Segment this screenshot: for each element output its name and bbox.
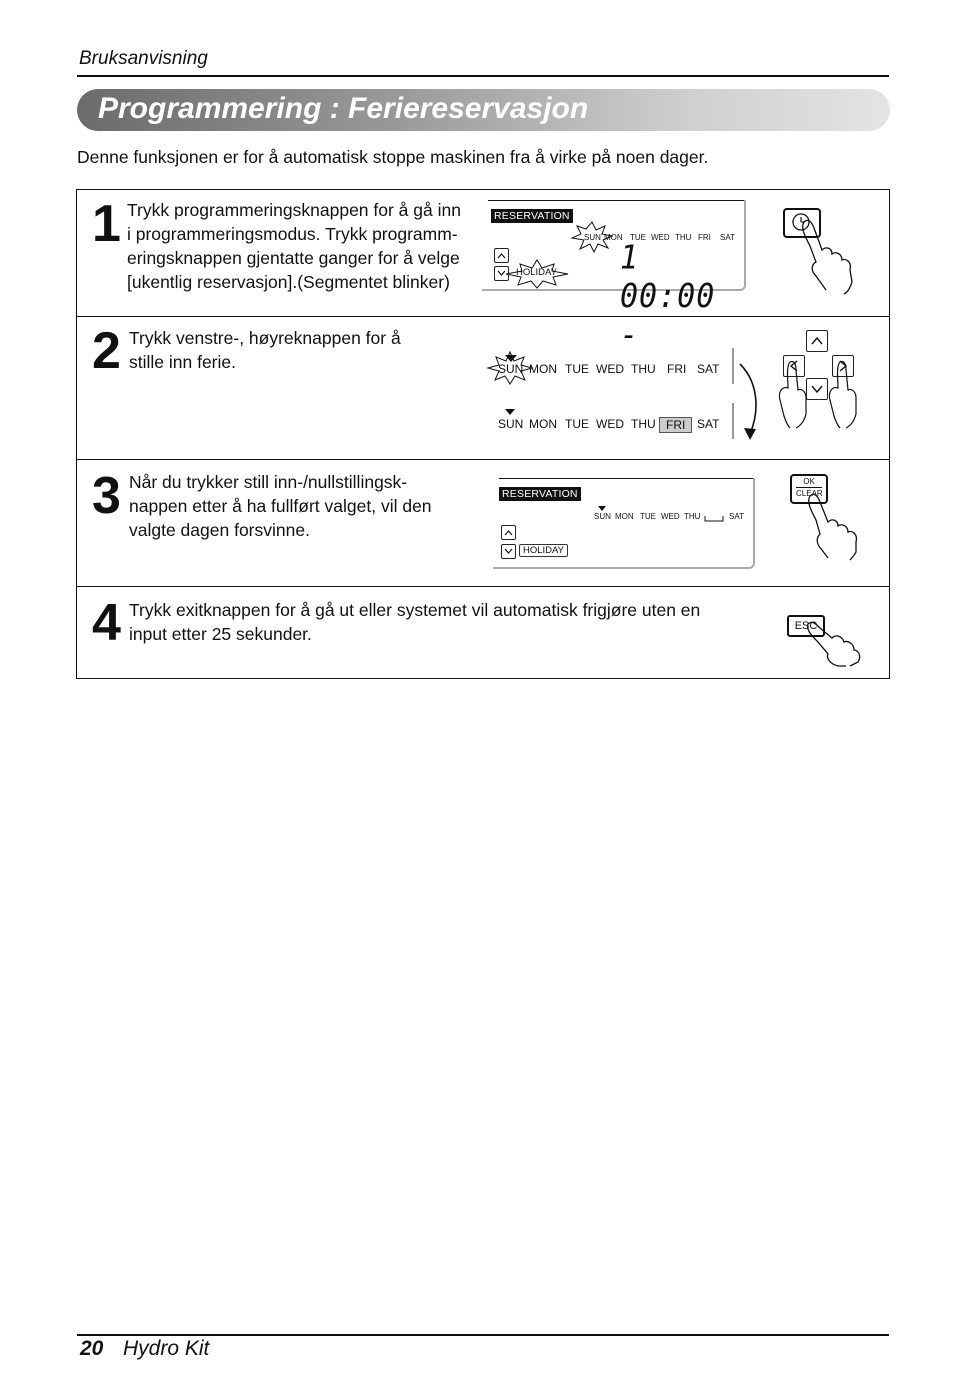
day-label: TUE	[640, 512, 656, 521]
lcd-edge	[732, 348, 734, 384]
step-number: 2	[92, 322, 121, 380]
day-label: MON	[615, 512, 634, 521]
day-label: WED	[596, 417, 624, 431]
chevron-up-icon	[807, 331, 827, 351]
blank-day-segment	[704, 514, 724, 522]
day-label: TUE	[565, 362, 589, 376]
reservation-badge: RESERVATION	[491, 209, 573, 223]
day-label: THU	[675, 233, 692, 242]
day-label: WED	[661, 512, 680, 521]
step-4-text	[129, 598, 700, 646]
selected-day: FRI	[659, 417, 692, 433]
day-row-after	[494, 417, 724, 433]
day-label: THU	[631, 362, 656, 376]
running-header: Bruksanvisning	[79, 48, 208, 69]
day-label: SUN	[594, 512, 611, 521]
pointing-hand-icon	[800, 216, 860, 296]
step-line: input etter 25 sekunder.	[129, 624, 312, 644]
lcd-display-step3	[493, 478, 755, 569]
left-hand-icon	[776, 360, 816, 430]
row-divider	[77, 586, 890, 587]
day-label: SAT	[720, 233, 735, 242]
page-number: 20	[80, 1337, 104, 1360]
day-label: FRI	[698, 233, 711, 242]
right-hand-icon	[826, 360, 866, 430]
step-number: 1	[92, 195, 121, 253]
esc-label: ESC	[794, 620, 818, 632]
day-row-step3	[593, 512, 753, 524]
lcd-time-readout: 1 00:00 -	[620, 238, 716, 355]
day-label: SUN	[584, 233, 601, 242]
intro-text: Denne funksjonen er for å automatisk stoppe maskinen fra å virke på noen dager.	[77, 147, 709, 167]
up-arrow-icon	[501, 525, 516, 540]
step-2-text	[129, 326, 401, 374]
step-3-text	[129, 470, 432, 542]
step-line: Når du trykker still inn-/nullstillingsk-	[129, 472, 408, 492]
day-label: THU	[684, 512, 701, 521]
day-label: SAT	[697, 417, 720, 431]
footer-title: Hydro Kit	[123, 1337, 210, 1360]
day-label: WED	[651, 233, 670, 242]
day-label: SAT	[729, 512, 744, 521]
day-label: TUE	[565, 417, 589, 431]
lcd-edge	[732, 403, 734, 439]
day-label: SUN	[498, 417, 524, 431]
step-number: 4	[92, 594, 121, 652]
step-number: 3	[92, 467, 121, 525]
step-line: eringsknappen gjentatte ganger for å velge	[127, 248, 460, 268]
up-button[interactable]	[806, 330, 828, 352]
day-label: MON	[604, 233, 623, 242]
day-label: THU	[631, 417, 656, 431]
lcd-display-step1	[482, 200, 746, 355]
header-rule	[77, 75, 889, 77]
step-line: [ukentlig reservasjon].(Segmentet blinker)	[127, 272, 450, 292]
holiday-label: HOLIDAY	[519, 544, 568, 557]
pointing-hand-icon	[806, 492, 862, 562]
holiday-label: HOLIDAY	[516, 267, 558, 278]
step-line: Trykk venstre-, høyreknappen for å	[129, 328, 401, 348]
step-line: i programmeringsmodus. Trykk programm-	[127, 224, 458, 244]
clear-label: CLEAR	[796, 489, 823, 498]
day-row-before	[494, 362, 724, 378]
ok-label: OK	[803, 477, 815, 486]
reservation-badge: RESERVATION	[499, 487, 581, 501]
day-label: FRI	[667, 362, 687, 376]
day-label: SUN	[498, 362, 524, 376]
row-divider	[77, 316, 890, 317]
pointing-hand-icon	[806, 620, 862, 670]
lcd-top-border	[499, 478, 753, 479]
day-label: SAT	[697, 362, 720, 376]
step-line: valgte dagen forsvinne.	[129, 520, 310, 540]
day-label: MON	[529, 417, 557, 431]
section-title: Programmering : Feriereservasjon	[98, 92, 589, 125]
curved-arrow-icon	[736, 362, 766, 442]
lcd-top-border	[488, 200, 744, 201]
step-line: nappen etter å ha fullført valget, vil den	[129, 496, 432, 516]
footer-rule	[77, 1334, 889, 1336]
day-label: TUE	[630, 233, 646, 242]
step-line: Trykk exitknappen for å gå ut eller systemet vil automatisk frigjøre uten en	[129, 600, 701, 620]
down-arrow-icon	[501, 544, 516, 559]
day-label: WED	[596, 362, 624, 376]
step-line: stille inn ferie.	[129, 352, 236, 372]
row-divider	[77, 459, 890, 460]
day-label: MON	[529, 362, 557, 376]
step-line: Trykk programmeringsknappen for å gå inn	[127, 200, 461, 220]
marker-triangle-icon	[505, 409, 515, 416]
step-1-text	[127, 198, 461, 294]
